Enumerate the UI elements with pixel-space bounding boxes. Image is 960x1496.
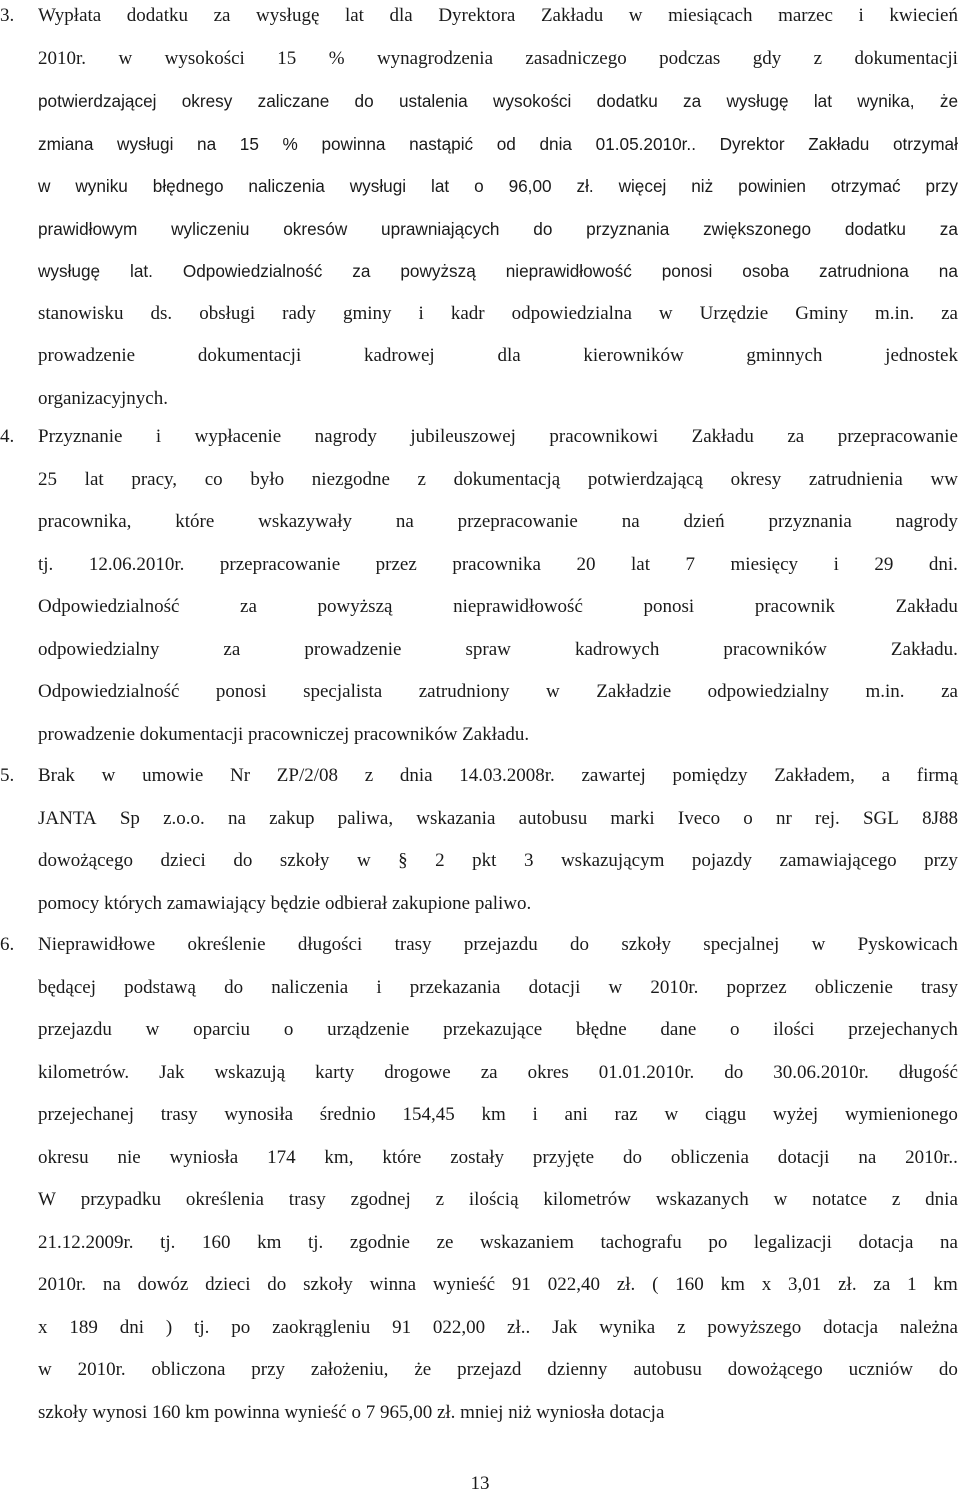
- text-line: prowadzenie dokumentacji kadrowej dla kierowników gminnych jednostek: [38, 345, 958, 366]
- text-line: 2010r. w wysokości 15 % wynagrodzenia zasadniczego podczas gdy z dokumentacji: [38, 47, 958, 69]
- text-line: 21.12.2009r. tj. 160 km tj. zgodnie ze wskazaniem tachografu po legalizacji dotacja na: [38, 1231, 958, 1253]
- text-line: pracownika, które wskazywały na przepracowanie na dzień przyznania nagrody: [38, 511, 958, 532]
- text-line: przejazdu w oparciu o urządzenie przekazujące błędne dane o ilości przejechanych: [38, 1019, 958, 1040]
- text-line: Odpowiedzialność ponosi specjalista zatrudniony w Zakładzie odpowiedzialny m.in. za: [38, 681, 958, 702]
- text-line: w wyniku błędnego naliczenia wysługi lat o 96,00 zł. więcej niż powinien otrzymać przy: [38, 176, 958, 196]
- item-number: 4.: [0, 426, 15, 447]
- text-line: x 189 dni ) tj. po zaokrągleniu 91 022,00 zł.. Jak wynika z powyższego dotacja należna: [38, 1316, 958, 1338]
- text-line: 25 lat pracy, co było niezgodne z dokumentacją potwierdzającą okresy zatrudnienia ww: [38, 468, 958, 490]
- text-line: prawidłowym wyliczeniu okresów uprawniających do przyznania zwiększonego dodatku za: [38, 218, 958, 239]
- item-number: 5.: [0, 765, 15, 786]
- text-line: kilometrów. Jak wskazują karty drogowe za okres 01.01.2010r. do 30.06.2010r. długość: [38, 1061, 958, 1083]
- text-line: JANTA Sp z.o.o. na zakup paliwa, wskazania autobusu marki Iveco o nr rej. SGL 8J88: [38, 807, 958, 829]
- text-line: potwierdzającej okresy zaliczane do ustalenia wysokości dodatku za wysługę lat wynika, że: [38, 91, 958, 111]
- text-line: Przyznanie i wypłacenie nagrody jubileuszowej pracownikowi Zakładu za przepracowanie: [38, 426, 958, 447]
- text-line: tj. 12.06.2010r. przepracowanie przez pracownika 20 lat 7 miesięcy i 29 dni.: [38, 553, 958, 575]
- text-line: zmiana wysługi na 15 % powinna nastąpić od dnia 01.05.2010r.. Dyrektor Zakładu otrzymał: [38, 133, 958, 154]
- text-line: dowożącego dzieci do szkoły w § 2 pkt 3 wskazującym pojazdy zamawiającego przy: [38, 850, 958, 871]
- text-line: organizacyjnych.: [38, 387, 168, 409]
- item-number: 6.: [0, 934, 15, 955]
- text-line: pomocy których zamawiający będzie odbierał zakupione paliwo.: [38, 892, 532, 914]
- text-line: Odpowiedzialność za powyższą nieprawidłowość ponosi pracownik Zakładu: [38, 596, 958, 617]
- text-line: W przypadku określenia trasy zgodnej z ilością kilometrów wskazanych w notatce z dnia: [38, 1189, 958, 1210]
- item-number: 3.: [0, 5, 15, 26]
- text-line: prowadzenie dokumentacji pracowniczej pracowników Zakładu.: [38, 723, 530, 745]
- text-line: Brak w umowie Nr ZP/2/08 z dnia 14.03.2008r. zawartej pomiędzy Zakładem, a firmą: [38, 765, 958, 786]
- text-line: okresu nie wyniosła 174 km, które zostały przyjęte do obliczenia dotacji na 2010r..: [38, 1146, 958, 1168]
- text-line: będącej podstawą do naliczenia i przekazania dotacji w 2010r. poprzez obliczenie trasy: [38, 976, 958, 998]
- text-line: w 2010r. obliczona przy założeniu, że przejazd dzienny autobusu dowożącego uczniów do: [38, 1359, 958, 1380]
- text-line: Wypłata dodatku za wysługę lat dla Dyrektora Zakładu w miesiącach marzec i kwiecień: [38, 5, 958, 26]
- text-line: 2010r. na dowóz dzieci do szkoły winna wynieść 91 022,40 zł. ( 160 km x 3,01 zł. za 1 km: [38, 1274, 958, 1295]
- text-line: wysługę lat. Odpowiedzialność za powyższą nieprawidłowość ponosi osoba zatrudniona na: [38, 261, 958, 281]
- text-line: Nieprawidłowe określenie długości trasy przejazdu do szkoły specjalnej w Pyskowicach: [38, 934, 958, 955]
- text-line: stanowisku ds. obsługi rady gminy i kadr odpowiedzialna w Urzędzie Gminy m.in. za: [38, 302, 958, 324]
- text-line: szkoły wynosi 160 km powinna wynieść o 7 965,00 zł. mniej niż wyniosła dotacja: [38, 1401, 665, 1423]
- text-line: przejechanej trasy wynosiła średnio 154,45 km i ani raz w ciągu wyżej wymienionego: [38, 1104, 958, 1125]
- text-line: odpowiedzialny za prowadzenie spraw kadrowych pracowników Zakładu.: [38, 638, 958, 660]
- page-number: 13: [470, 1473, 490, 1494]
